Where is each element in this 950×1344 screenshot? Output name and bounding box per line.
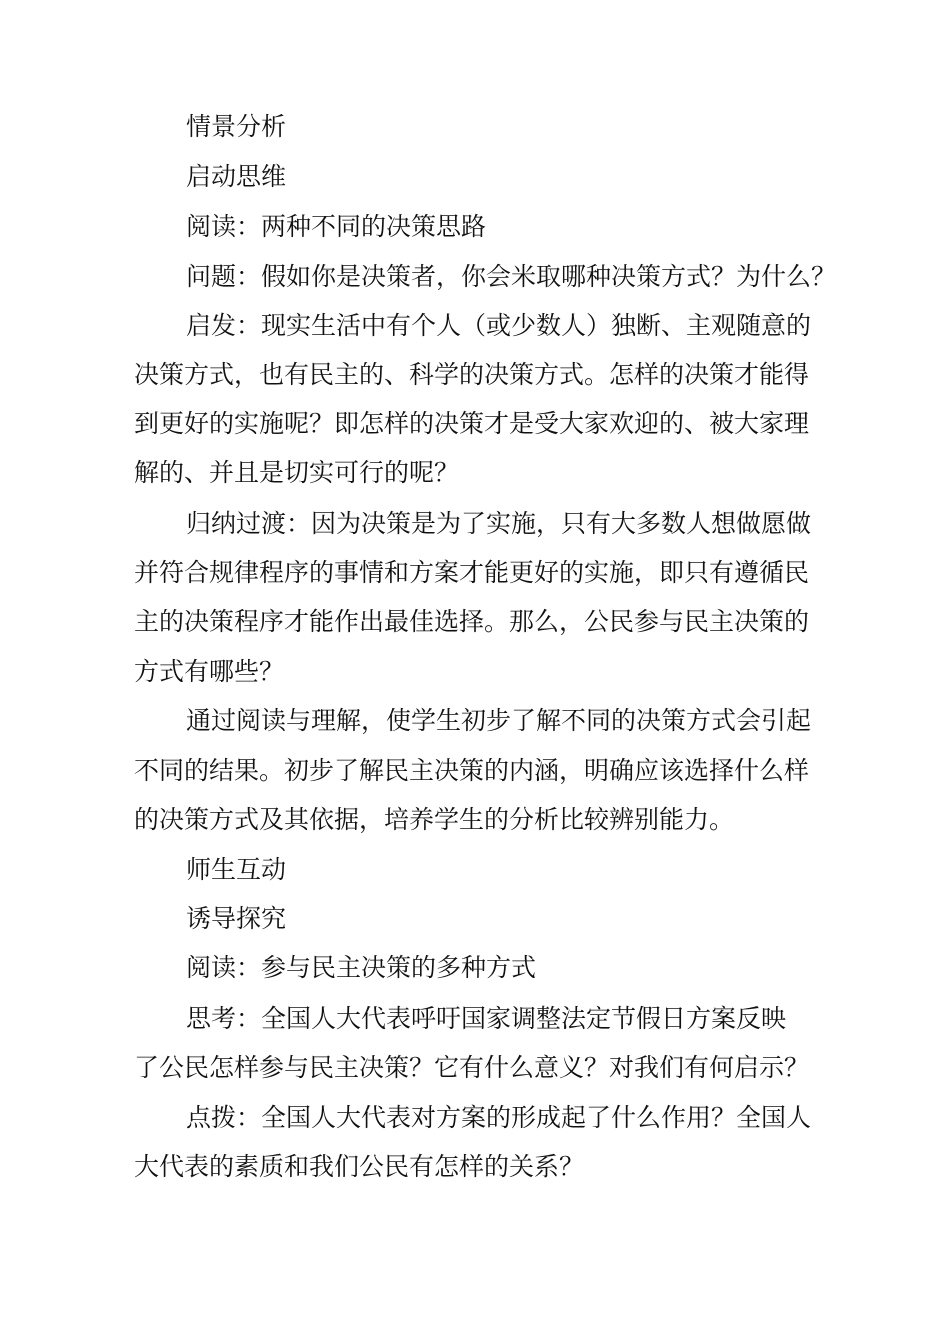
paragraph-line: 并符合规律程序的事情和方案才能更好的实施，即只有遵循民: [134, 558, 810, 587]
paragraph-line: 不同的结果。初步了解民主决策的内涵，明确应该选择什么样: [134, 756, 810, 785]
paragraph-line: 的决策方式及其依据，培养学生的分析比较辨别能力。: [134, 805, 735, 834]
paragraph-line: 通过阅读与理解，使学生初步了解不同的决策方式会引起: [186, 706, 812, 735]
paragraph-line: 决策方式，也有民主的、科学的决策方式。怎样的决策才能得: [134, 360, 810, 389]
paragraph-line: 大代表的素质和我们公民有怎样的关系？: [134, 1152, 585, 1181]
paragraph-reading-1: 阅读：两种不同的决策思路: [186, 212, 487, 241]
paragraph-line: 点拨：全国人大代表对方案的形成起了什么作用？全国人: [186, 1103, 812, 1132]
heading-scenario-analysis: 情景分析: [186, 112, 287, 141]
paragraph-line: 归纳过渡：因为决策是为了实施，只有大多数人想做愿做: [186, 509, 812, 538]
paragraph-line: 到更好的实施呢？即怎样的决策才是受大家欢迎的、被大家理: [134, 409, 810, 438]
paragraph-line: 解的、并且是切实可行的呢？: [134, 458, 460, 487]
paragraph-line: 启发：现实生活中有个人（或少数人）独断、主观随意的: [186, 311, 812, 340]
heading-guided-inquiry: 诱导探究: [186, 904, 287, 933]
paragraph-line: 方式有哪些？: [134, 657, 285, 686]
paragraph-reading-2: 阅读：参与民主决策的多种方式: [186, 953, 537, 982]
heading-teacher-student-interaction: 师生互动: [186, 855, 287, 884]
heading-start-thinking: 启动思维: [186, 162, 287, 191]
paragraph-line: 主的决策程序才能作出最佳选择。那么，公民参与民主决策的: [134, 607, 810, 636]
paragraph-question: 问题：假如你是决策者，你会米取哪种决策方式？为什么？: [186, 262, 837, 291]
paragraph-line: 了公民怎样参与民主决策？它有什么意义？对我们有何启示？: [134, 1053, 810, 1082]
paragraph-line: 思考：全国人大代表呼吁国家调整法定节假日方案反映: [186, 1004, 787, 1033]
